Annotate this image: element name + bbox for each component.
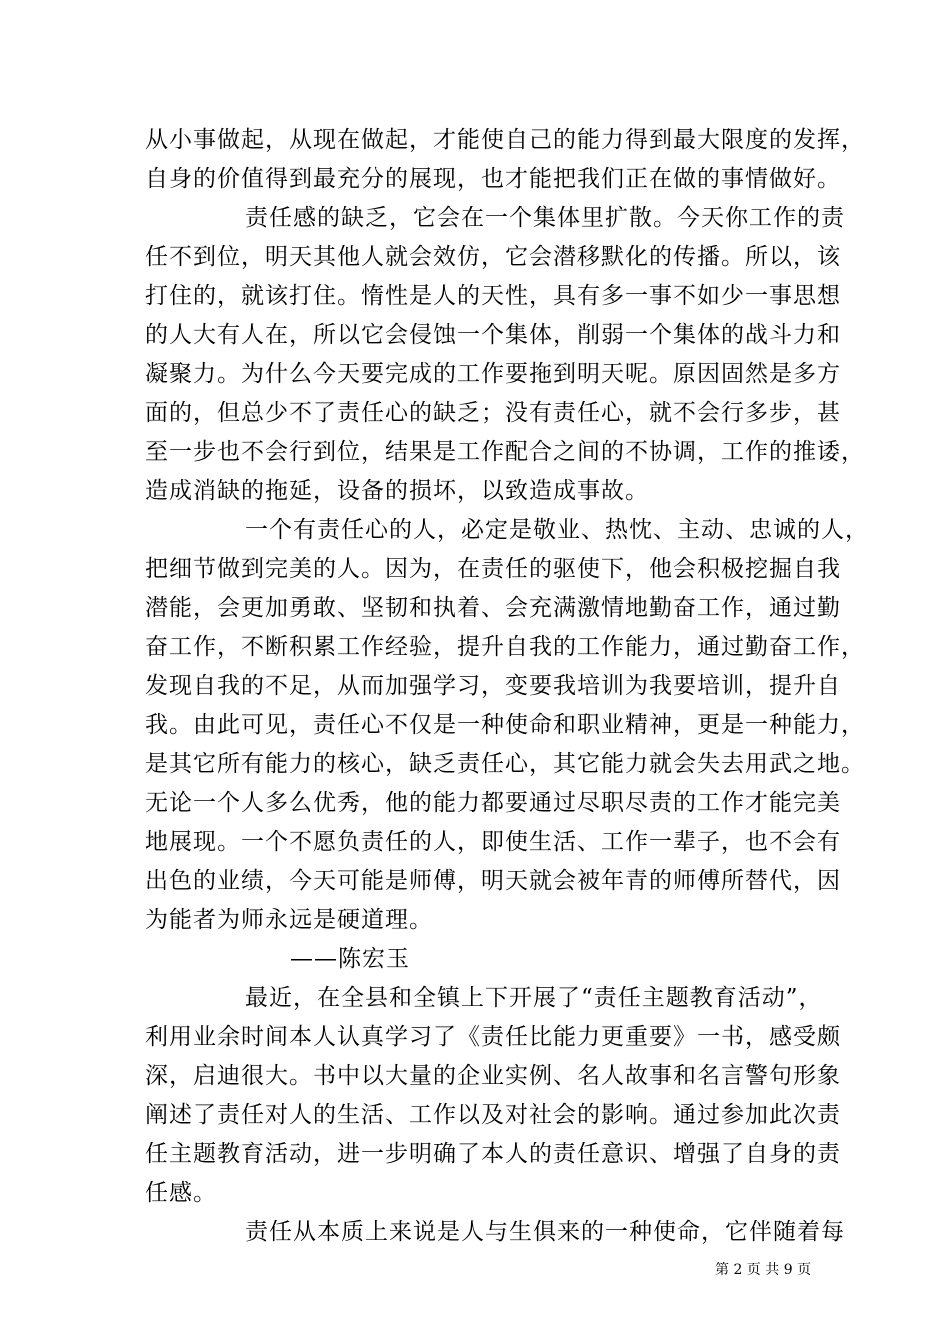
text-line: 面的，但总少不了责任心的缺乏；没有责任心，就不会行多步，甚 [145, 400, 841, 426]
paragraph-start-line: 责任感的缺乏，它会在一个集体里扩散。今天你工作的责 [245, 205, 845, 231]
text-line: 任不到位，明天其他人就会效仿，它会潜移默化的传播。所以，该 [145, 244, 841, 270]
text-line: 造成消缺的拖延，设备的损坏，以致造成事故。 [145, 478, 649, 504]
page-number-footer: 第 2 页 共 9 页 [715, 1262, 812, 1278]
text-line: 是其它所有能力的核心，缺乏责任心，其它能力就会失去用武之地。 [145, 751, 865, 777]
text-line: 打住的，就该打住。惰性是人的天性，具有多一事不如少一事思想 [145, 283, 841, 309]
text-line: 无论一个人多么优秀，他的能力都要通过尽职尽责的工作才能完美 [145, 790, 841, 816]
text-line: 任感。 [145, 1180, 217, 1206]
text-line: 我。由此可见，责任心不仅是一种使命和职业精神，更是一种能力， [145, 712, 865, 738]
text-line: 发现自我的不足，从而加强学习，变要我培训为我要培训，提升自 [145, 673, 841, 699]
text-line: 自身的价值得到最充分的展现，也才能把我们正在做的事情做好。 [145, 166, 841, 192]
text-line: 凝聚力。为什么今天要完成的工作要拖到明天呢。原因固然是多方 [145, 361, 841, 387]
text-line: 奋工作，不断积累工作经验，提升自我的工作能力，通过勤奋工作， [145, 634, 865, 660]
paragraph-start-line: 最近，在全县和全镇上下开展了“责任主题教育活动”， [245, 985, 823, 1011]
text-line: 为能者为师永远是硬道理。 [145, 907, 433, 933]
text-line: 潜能，会更加勇敢、坚韧和执着、会充满激情地勤奋工作，通过勤 [145, 595, 841, 621]
text-line: 至一步也不会行到位，结果是工作配合之间的不协调，工作的推诿， [145, 439, 865, 465]
text-line: 出色的业绩，今天可能是师傅，明天就会被年青的师傅所替代，因 [145, 868, 841, 894]
text-line: 阐述了责任对人的生活、工作以及对社会的影响。通过参加此次责 [145, 1102, 841, 1128]
text-line: 的人大有人在，所以它会侵蚀一个集体，削弱一个集体的战斗力和 [145, 322, 841, 348]
text-line: 把细节做到完美的人。因为，在责任的驱使下，他会积极挖掘自我 [145, 556, 841, 582]
text-line: 利用业余时间本人认真学习了《责任比能力更重要》一书，感受颇 [145, 1024, 841, 1050]
text-line: 地展现。一个不愿负责任的人，即使生活、工作一辈子，也不会有 [145, 829, 841, 855]
paragraph-start-line: 责任从本质上来说是人与生俱来的一种使命，它伴随着每 [245, 1219, 845, 1245]
text-line: 任主题教育活动，进一步明确了本人的责任意识、增强了自身的责 [145, 1141, 841, 1167]
text-line: 深，启迪很大。书中以大量的企业实例、名人故事和名言警句形象 [145, 1063, 841, 1089]
paragraph-start-line: 一个有责任心的人，必定是敬业、热忱、主动、忠诚的人， [245, 517, 869, 543]
author-signature: ——陈宏玉 [290, 946, 410, 972]
text-line: 从小事做起，从现在做起，才能使自己的能力得到最大限度的发挥， [145, 127, 865, 153]
